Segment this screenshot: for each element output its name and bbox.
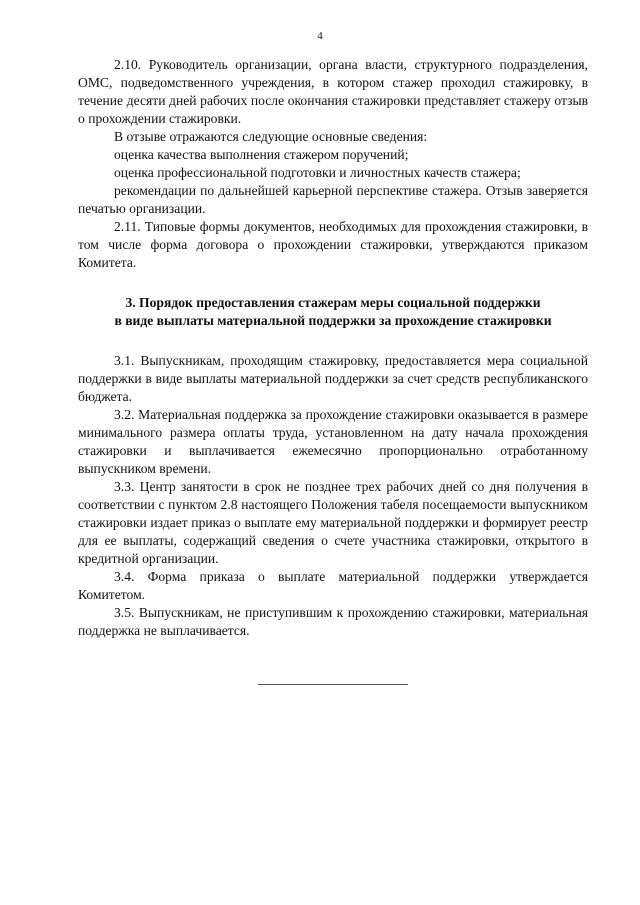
section-3-title-line-2: в виде выплаты материальной поддержки за прохождение стажировки: [114, 313, 552, 328]
paragraph-3-4: 3.4. Форма приказа о выплате материальной поддержки утверждается Комитетом.: [78, 569, 588, 602]
paragraph-3-5: 3.5. Выпускникам, не приступившим к прохождению стажировки, материальная поддержка не выплачивается.: [78, 605, 588, 638]
paragraph-review-item-quality: оценка качества выполнения стажером поручений;: [114, 147, 409, 162]
page-number: 4: [317, 30, 323, 42]
paragraph-3-2: 3.2. Материальная поддержка за прохождение стажировки оказывается в размере минимального размера оплаты труда, установленном на дату начала прохождения стажировки и выплачивается ежемесячно пропорционально отработанному выпускником времени.: [78, 407, 588, 476]
paragraph-2-11: 2.11. Типовые формы документов, необходимых для прохождения стажировки, в том числе форма договора о прохождении стажировки, утверждаются приказом Комитета.: [78, 219, 588, 270]
section-3-title-line-1: 3. Порядок предоставления стажерам меры социальной поддержки: [125, 295, 541, 310]
end-of-document-divider: [258, 684, 408, 685]
section-3-title: [78, 294, 588, 330]
paragraph-review-item-training: оценка профессиональной подготовки и личностных качеств стажера;: [114, 165, 521, 180]
paragraph-2-10: 2.10. Руководитель организации, органа власти, структурного подразделения, ОМС, подведомственного учреждения, в котором стажер проходил стажировку, в течение десяти дней рабочих после окончания стажировки представляет стажеру отзыв о прохождении стажировки.: [78, 57, 588, 126]
paragraph-3-3: 3.3. Центр занятости в срок не позднее трех рабочих дней со дня получения в соответствии с пунктом 2.8 настоящего Положения табеля посещаемости выпускником стажировки издает приказ о выплате ему материальной поддержки и формирует реестр для ее выплаты, содержащий сведения о счете участника стажировки, открытого в кредитной организации.: [78, 479, 588, 566]
document-body: [78, 56, 588, 640]
paragraph-review-item-recommendations: рекомендации по дальнейшей карьерной перспективе стажера. Отзыв заверяется печатью организации.: [78, 183, 588, 216]
paragraph-review-intro: В отзыве отражаются следующие основные сведения:: [114, 129, 428, 144]
paragraph-3-1: 3.1. Выпускникам, проходящим стажировку, предоставляется мера социальной поддержки в виде выплаты материальной поддержки за счет средств республиканского бюджета.: [78, 353, 588, 404]
